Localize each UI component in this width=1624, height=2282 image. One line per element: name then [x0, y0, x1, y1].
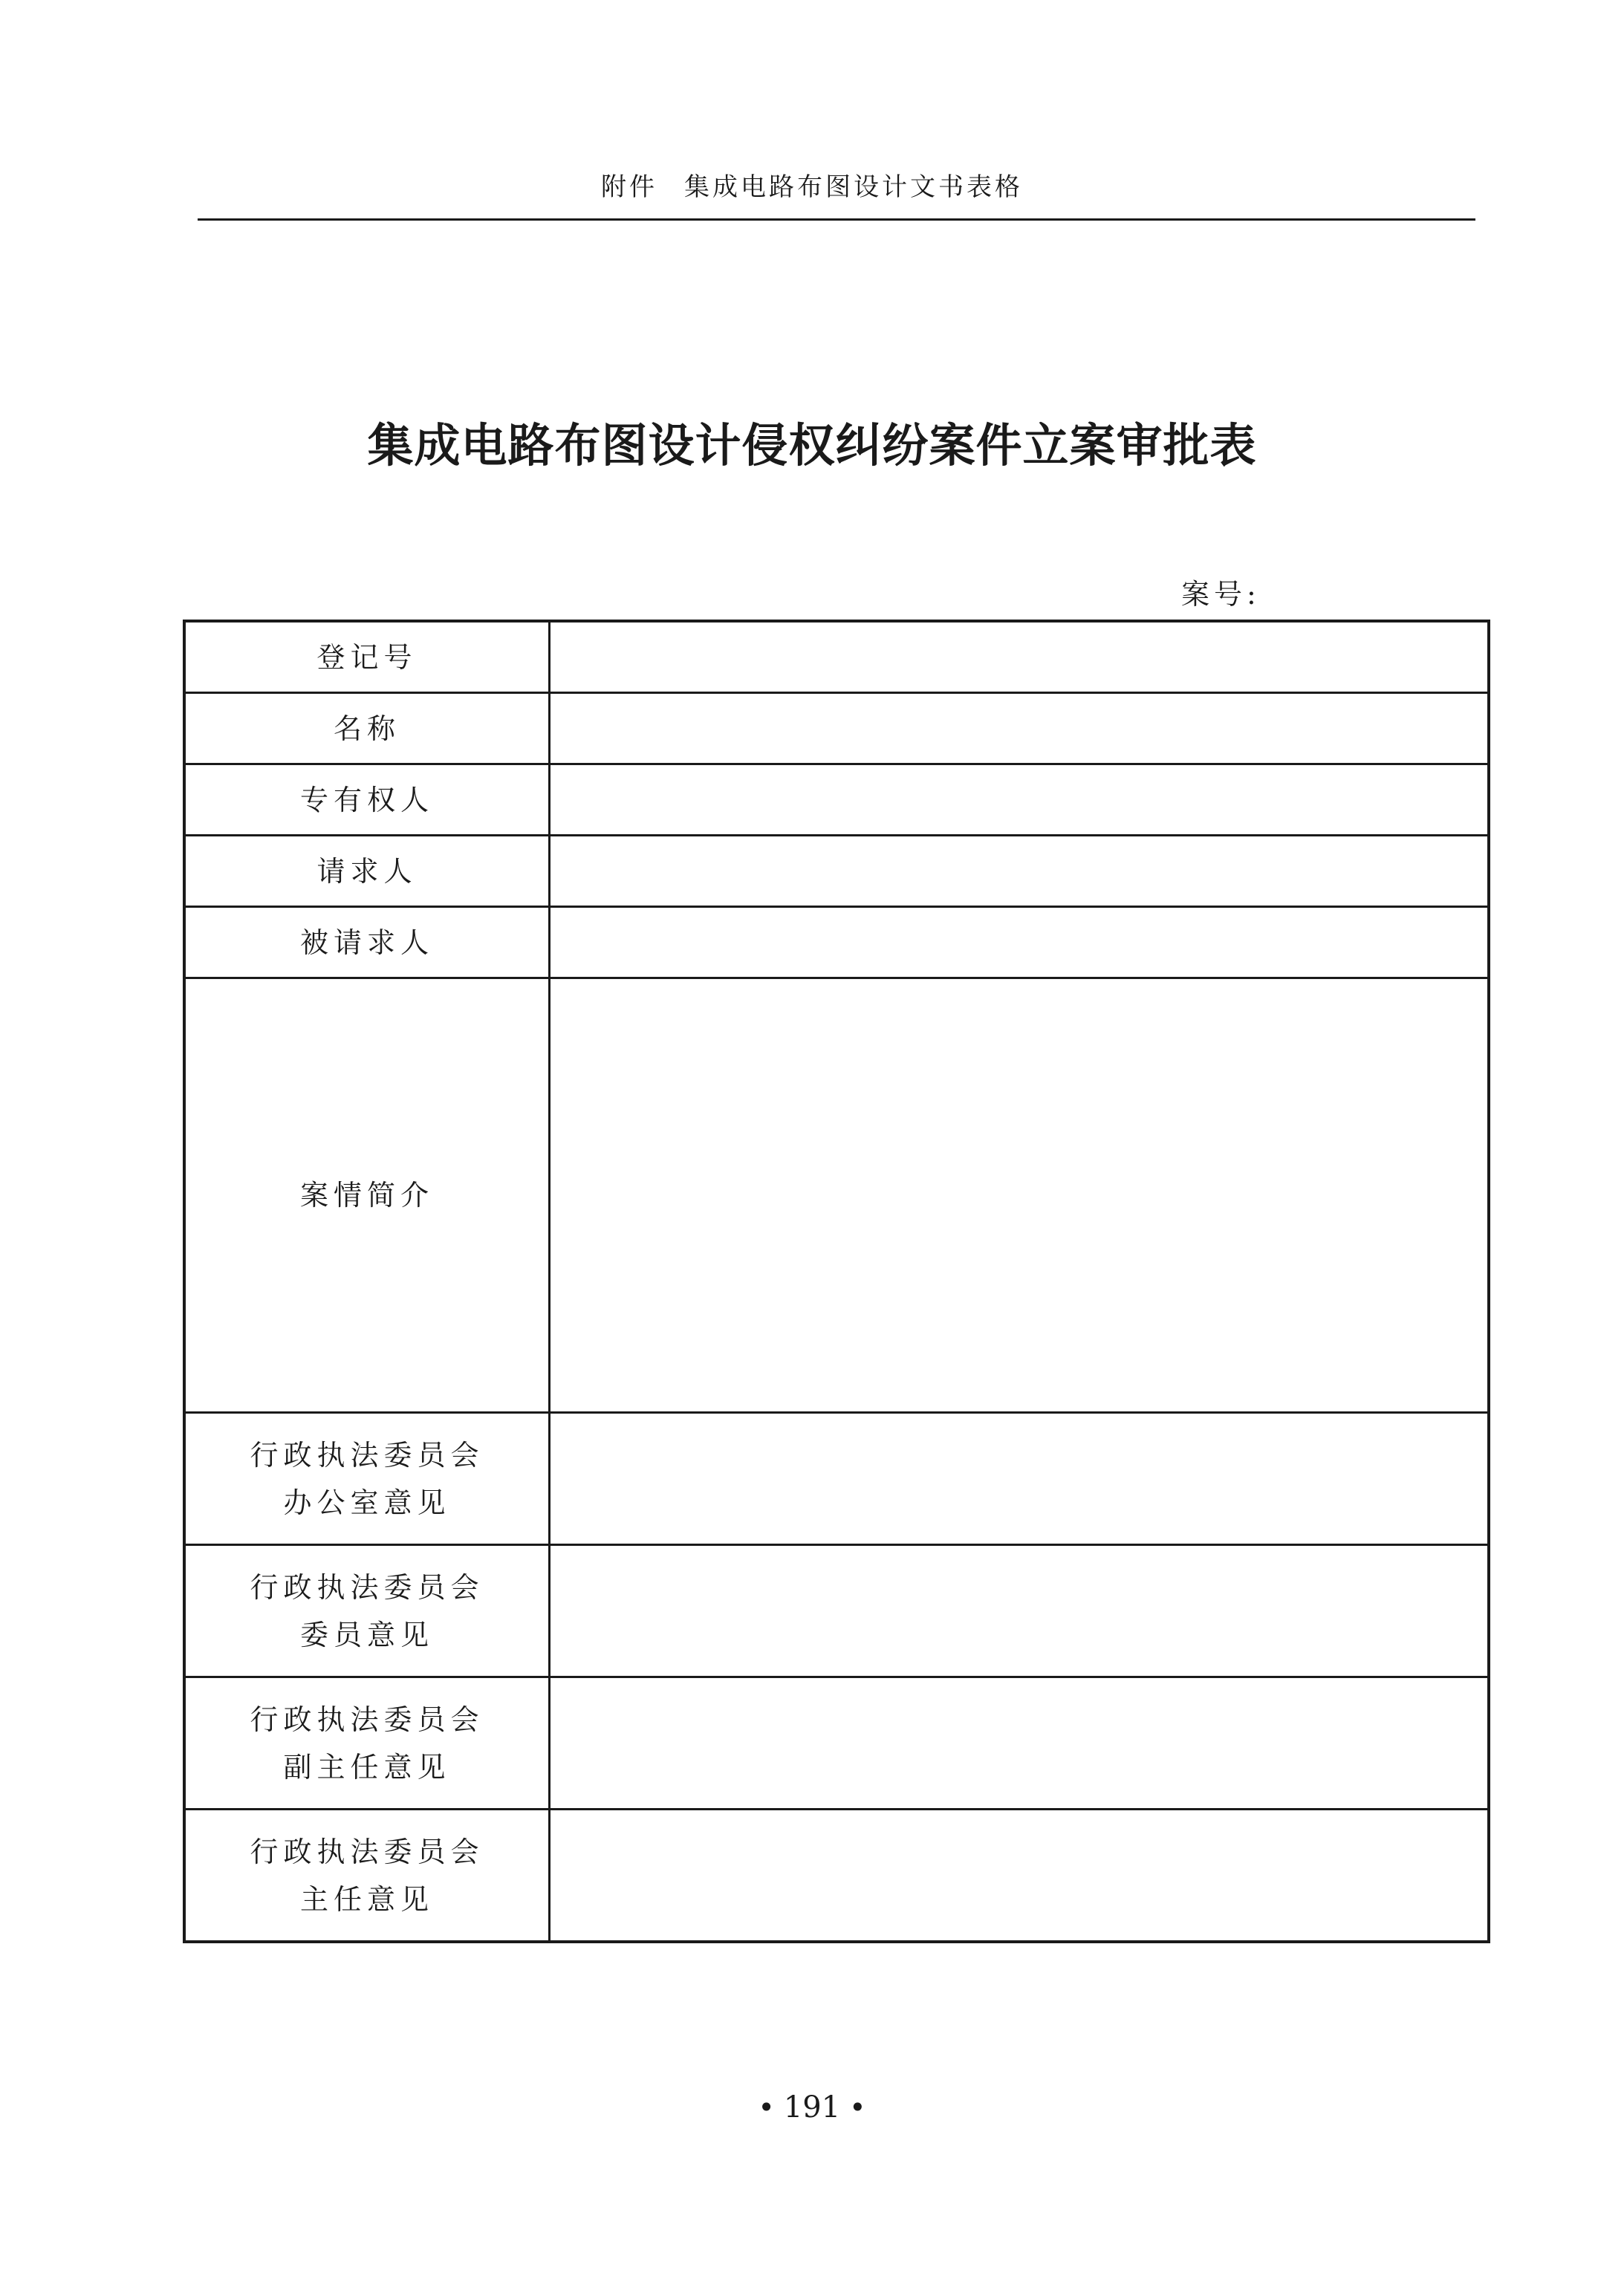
row-label: [184, 836, 550, 907]
form-row-requester: [184, 836, 1489, 907]
page-number: [0, 2089, 1624, 2126]
page-number-value: 191: [783, 2090, 841, 2125]
row-label: [184, 1413, 550, 1545]
case-number-label: 案号:: [1181, 578, 1261, 611]
row-label-line: 主任意见: [299, 1882, 434, 1916]
appendix-label: 附件: [601, 172, 657, 202]
row-label: [184, 1545, 550, 1677]
approval-form-table: [183, 620, 1490, 1943]
row-value-field[interactable]: [550, 1545, 1490, 1677]
bullet-icon: •: [849, 2091, 866, 2124]
row-label-line: 被请求人: [299, 926, 434, 959]
form-row-right-holder: [184, 764, 1489, 836]
row-value-field[interactable]: [550, 978, 1490, 1413]
row-label-line: 办公室意见: [283, 1486, 451, 1519]
document-title: 集成电路布图设计侵权纠纷案件立案审批表: [367, 418, 1257, 472]
row-label-line: 行政执法委员会: [250, 1438, 484, 1472]
row-value-field[interactable]: [550, 836, 1490, 907]
row-label-line: 专有权人: [299, 783, 434, 816]
row-label: [184, 1810, 550, 1943]
row-label-line: 行政执法委员会: [250, 1835, 484, 1868]
form-row-member-opinion: [184, 1545, 1489, 1677]
row-value-field[interactable]: [550, 764, 1490, 836]
form-row-name: [184, 693, 1489, 764]
row-label-line: 行政执法委员会: [250, 1703, 484, 1736]
row-value-field[interactable]: [550, 693, 1490, 764]
form-row-vice-director-opinion: [184, 1677, 1489, 1810]
section-title: 集成电路布图设计文书表格: [684, 172, 1023, 202]
header-rule: [198, 218, 1475, 221]
form-row-registration-number: [184, 621, 1489, 693]
form-row-office-opinion: [184, 1413, 1489, 1545]
row-value-field[interactable]: [550, 1413, 1490, 1545]
row-label: [184, 764, 550, 836]
row-value-field[interactable]: [550, 907, 1490, 978]
row-label: [184, 978, 550, 1413]
row-label-line: 委员意见: [299, 1618, 434, 1651]
row-label-line: 行政执法委员会: [250, 1570, 484, 1604]
row-label-line: 副主任意见: [283, 1750, 451, 1784]
row-label: [184, 693, 550, 764]
row-label: [184, 907, 550, 978]
running-header: [0, 172, 1624, 202]
case-number: [1181, 576, 1261, 612]
row-label-line: 名称: [333, 712, 400, 745]
row-value-field[interactable]: [550, 1810, 1490, 1943]
form-row-case-summary: [184, 978, 1489, 1413]
row-label-line: 请求人: [316, 854, 418, 888]
form-row-respondent: [184, 907, 1489, 978]
row-value-field[interactable]: [550, 1677, 1490, 1810]
row-value-field[interactable]: [550, 621, 1490, 693]
form-row-director-opinion: [184, 1810, 1489, 1943]
row-label-line: 登记号: [316, 640, 418, 674]
bullet-icon: •: [758, 2091, 775, 2124]
row-label: [184, 1677, 550, 1810]
row-label: [184, 621, 550, 693]
row-label-line: 案情简介: [299, 1179, 434, 1212]
